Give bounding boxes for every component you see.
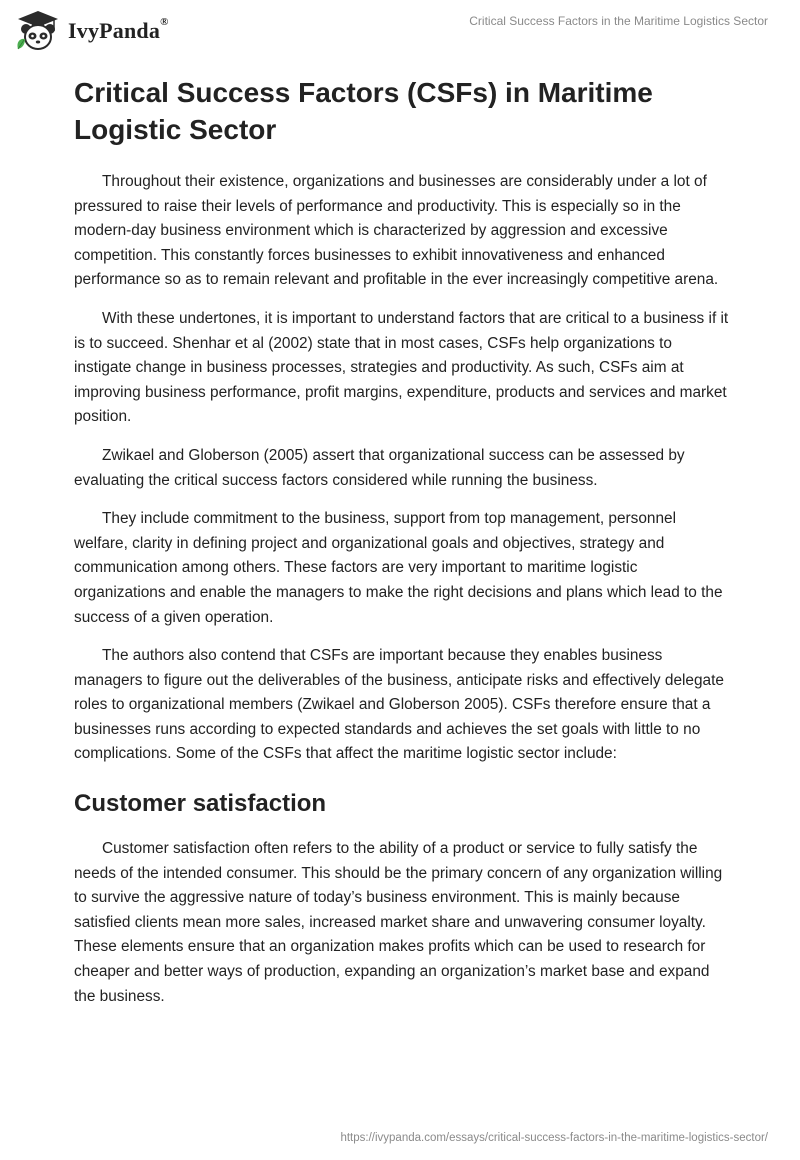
paragraph: With these undertones, it is important to understand factors that are critical to a business if it is to succeed. Shenhar et al (2002) state that in most cases, CSFs help organizations to instigate change in business processes, strategies and productivity. As such, CSFs aim at improving business performance, profit margins, expenditure, products and services and market position.: [74, 309, 729, 426]
paragraph: Throughout their existence, organizations and businesses are considerably under a lot of pressured to raise their levels of performance and productivity. This is especially so in the modern-day business environment which is characterized by aggression and excessive competition. This constantly forces businesses to exhibit innovativeness and enhanced performance so as to remain relevant and profitable in the ever increasingly competitive arena.: [74, 173, 719, 289]
page-header: [0, 0, 800, 60]
panda-graduate-icon: [14, 9, 62, 53]
running-title: Critical Success Factors in the Maritime Logistics Sector: [469, 14, 768, 28]
logo-text: IvyPanda®: [68, 16, 169, 43]
paragraph: The authors also contend that CSFs are important because they enables business managers to figure out the deliverables of the business, anticipate risks and effectively delegate roles to organizational members (Zwikael and Globerson 2005). CSFs therefore ensure that a businesses runs according to expected standards and achieves the set goals with little to no complications. Some of the CSFs that affect the maritime logistic sector include:: [74, 647, 724, 763]
ivypanda-logo[interactable]: [14, 8, 169, 54]
paragraph: Customer satisfaction often refers to the ability of a product or service to fully satisfy the needs of the intended consumer. This should be the primary concern of any organization willing to survive the aggressive nature of today’s business environment. This is mainly because satisfied clients mean more sales, increased market share and unwavering consumer loyalty. These elements ensure that an organization makes profits which can be used to research for cheaper and better ways of production, expanding an organization’s market base and expand the business.: [74, 840, 723, 1005]
article-title: Critical Success Factors (CSFs) in Maritime Logistic Sector: [74, 77, 653, 145]
source-url[interactable]: https://ivypanda.com/essays/critical-success-factors-in-the-maritime-logistics-sector/: [340, 1132, 768, 1144]
article-body: [74, 74, 730, 1023]
registered-mark: ®: [160, 16, 169, 28]
section-heading: Customer satisfaction: [74, 790, 327, 818]
paragraph: They include commitment to the business, support from top management, personnel welfare, clarity in defining project and organizational goals and objectives, strategy and communication among others. These factors are very important to maritime logistic organizations and enable the managers to make the right decisions and plans which lead to the success of a given operation.: [74, 510, 723, 626]
paragraph: Zwikael and Globerson (2005) assert that organizational success can be assessed by evaluating the critical success factors considered while running the business.: [74, 446, 685, 489]
